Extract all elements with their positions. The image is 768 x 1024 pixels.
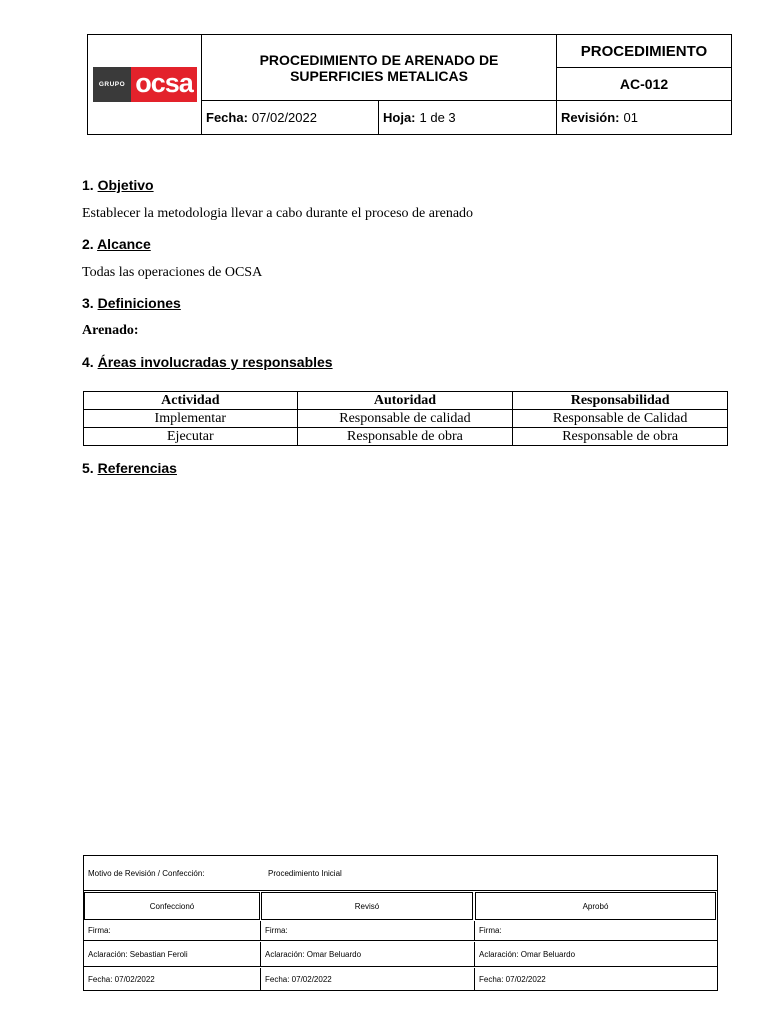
aclaracion-cell: Aclaración: Omar Beluardo [479, 949, 576, 959]
column-header: Responsabilidad [513, 392, 728, 410]
logo-group-text: GRUPO [93, 67, 131, 102]
document-title: PROCEDIMIENTO DE ARENADO DE SUPERFICIES METALICAS [202, 35, 557, 101]
section-number: 5. [82, 460, 94, 476]
fecha-cell: Fecha: 07/02/2022 [479, 974, 546, 984]
definicion-arenado: Arenado: [82, 323, 139, 338]
fecha-cell: Fecha: 07/02/2022 [84, 968, 261, 990]
firma-cell: Firma: [479, 926, 502, 935]
hoja-label: Hoja: [383, 110, 416, 125]
table-cell: Responsable de calidad [297, 410, 513, 428]
section-number: 4. [82, 354, 94, 370]
fecha-cell: Fecha: 07/02/2022 [261, 968, 475, 990]
responsibility-table [83, 391, 728, 446]
firma-row [84, 921, 717, 941]
logo-cell [88, 35, 202, 134]
section-objetivo-heading [82, 177, 154, 193]
firma-cell: Firma: [261, 921, 475, 940]
approval-table [83, 855, 718, 991]
section-title: Áreas involucradas y responsables [97, 354, 333, 370]
section-definiciones-heading [82, 295, 181, 311]
motivo-label: Motivo de Revisión / Confección: [88, 868, 205, 878]
aclaracion-cell: Aclaración: Omar Beluardo [261, 942, 475, 966]
hoja-cell [379, 101, 557, 134]
revision-cell [557, 101, 731, 134]
fecha-row [84, 968, 717, 990]
table-cell: Implementar [84, 410, 298, 428]
alcance-text: Todas las operaciones de OCSA [82, 265, 263, 280]
section-referencias-heading [82, 460, 177, 476]
section-number: 1. [82, 177, 94, 193]
document-type: PROCEDIMIENTO [557, 35, 731, 68]
company-logo [93, 67, 197, 102]
table-row [84, 410, 728, 428]
table-cell: Ejecutar [84, 428, 298, 446]
revision-value: 01 [623, 110, 638, 125]
column-header-reviso: Revisó [261, 892, 473, 920]
column-header-confecciono: Confeccionó [84, 892, 260, 920]
objetivo-text: Establecer la metodologia llevar a cabo durante el proceso de arenado [82, 206, 474, 221]
section-title: Objetivo [97, 177, 154, 193]
table-row [84, 428, 728, 446]
column-header: Autoridad [297, 392, 513, 410]
section-alcance-heading [82, 236, 151, 252]
table-cell: Responsable de Calidad [513, 410, 728, 428]
fecha-cell [202, 101, 379, 134]
section-number: 2. [82, 236, 94, 252]
aclaracion-cell: Aclaración: Sebastian Feroli [84, 942, 261, 966]
firma-cell: Firma: [84, 921, 261, 940]
section-title: Definiciones [97, 295, 181, 311]
approval-header-row [84, 892, 717, 920]
section-title: Referencias [97, 460, 177, 476]
section-number: 3. [82, 295, 94, 311]
column-header-aprobo: Aprobó [475, 892, 716, 920]
table-header-row [84, 392, 728, 410]
motivo-value: Procedimiento Inicial [268, 868, 342, 878]
section-areas-heading [82, 354, 333, 370]
section-title: Alcance [97, 236, 151, 252]
table-cell: Responsable de obra [513, 428, 728, 446]
motivo-row [84, 856, 717, 891]
aclaracion-row [84, 942, 717, 967]
logo-brand-text: ocsa [131, 67, 197, 102]
table-cell: Responsable de obra [297, 428, 513, 446]
document-header [87, 34, 732, 135]
document-code: AC-012 [557, 68, 731, 101]
fecha-value: 07/02/2022 [251, 110, 317, 125]
fecha-label: Fecha: [206, 110, 248, 125]
column-header: Actividad [84, 392, 298, 410]
hoja-value: 1 de 3 [419, 110, 456, 125]
revision-label: Revisión: [561, 110, 620, 125]
